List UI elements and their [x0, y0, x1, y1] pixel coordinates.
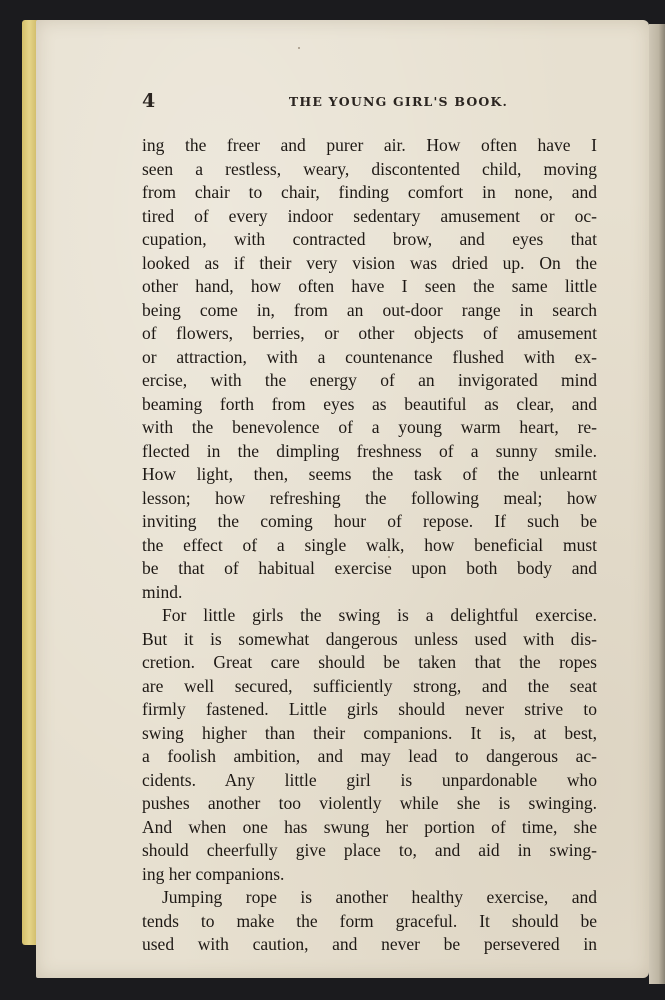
page-header — [142, 88, 597, 118]
text-line: But it is somewhat dangerous unless used with dis- — [142, 628, 597, 649]
text-line: cretion. Great care should be taken that the ropes — [142, 652, 597, 672]
paper-speck — [298, 47, 300, 49]
text-line: lesson; how refreshing the following meal; how — [142, 487, 597, 508]
page-number: 4 — [142, 90, 156, 112]
text-line: beaming forth from eyes as beautiful as clear, and — [142, 393, 597, 414]
text-line: tired of every indoor sedentary amusement or oc- — [142, 205, 597, 226]
text-line: ing the freer and purer air. How often have I — [142, 135, 597, 155]
text-line: looked as if their very vision was dried up. On the — [142, 252, 597, 273]
text-line: ing her companions. — [142, 863, 285, 884]
text-line: How light, then, seems the task of the unlearnt — [142, 464, 597, 484]
paragraph — [142, 134, 597, 604]
text-line: be that of habitual exercise upon both body and — [142, 558, 597, 578]
text-line: Jumping rope is another healthy exercise, and — [162, 887, 597, 907]
text-line: ercise, with the energy of an invigorated mind — [142, 370, 597, 390]
text-line: seen a restless, weary, discontented child, moving — [142, 158, 597, 179]
running-head: THE YOUNG GIRL'S BOOK. — [288, 94, 509, 109]
text-line: For little girls the swing is a delightful exercise. — [162, 605, 597, 625]
text-line: flected in the dimpling freshness of a sunny smile. — [142, 440, 597, 461]
text-line: or attraction, with a countenance flushed with ex- — [142, 346, 597, 367]
text-line: used with caution, and never be persevered in — [142, 934, 597, 954]
text-line: tends to make the form graceful. It should be — [142, 910, 597, 931]
text-line: firmly fastened. Little girls should never strive to — [142, 699, 597, 719]
text-line: mind. — [142, 581, 183, 602]
text-line: a foolish ambition, and may lead to dangerous ac- — [142, 746, 597, 766]
text-line: pushes another too violently while she is swinging. — [142, 793, 597, 813]
text-line: swing higher than their companions. It is, at best, — [142, 722, 597, 743]
text-line: cidents. Any little girl is unpardonable who — [142, 769, 597, 790]
text-line: inviting the coming hour of repose. If such be — [142, 511, 597, 531]
text-line: with the benevolence of a young warm heart, re- — [142, 417, 597, 437]
text-line: cupation, with contracted brow, and eyes that — [142, 229, 597, 249]
text-line: from chair to chair, finding comfort in none, and — [142, 182, 597, 202]
text-line: should cheerfully give place to, and aid in swing- — [142, 840, 597, 860]
body-text — [142, 134, 597, 957]
text-line: being come in, from an out-door range in search — [142, 299, 597, 320]
paragraph — [142, 886, 597, 957]
text-line: are well secured, sufficiently strong, and the seat — [142, 675, 597, 696]
text-line: of flowers, berries, or other objects of amusement — [142, 323, 597, 343]
paragraph — [142, 604, 597, 886]
text-line: the effect of a single walk, how beneficial must — [142, 534, 597, 555]
text-line: other hand, how often have I seen the same little — [142, 276, 597, 296]
adjacent-page-edge — [649, 24, 665, 984]
text-line: And when one has swung her portion of time, she — [142, 816, 597, 837]
